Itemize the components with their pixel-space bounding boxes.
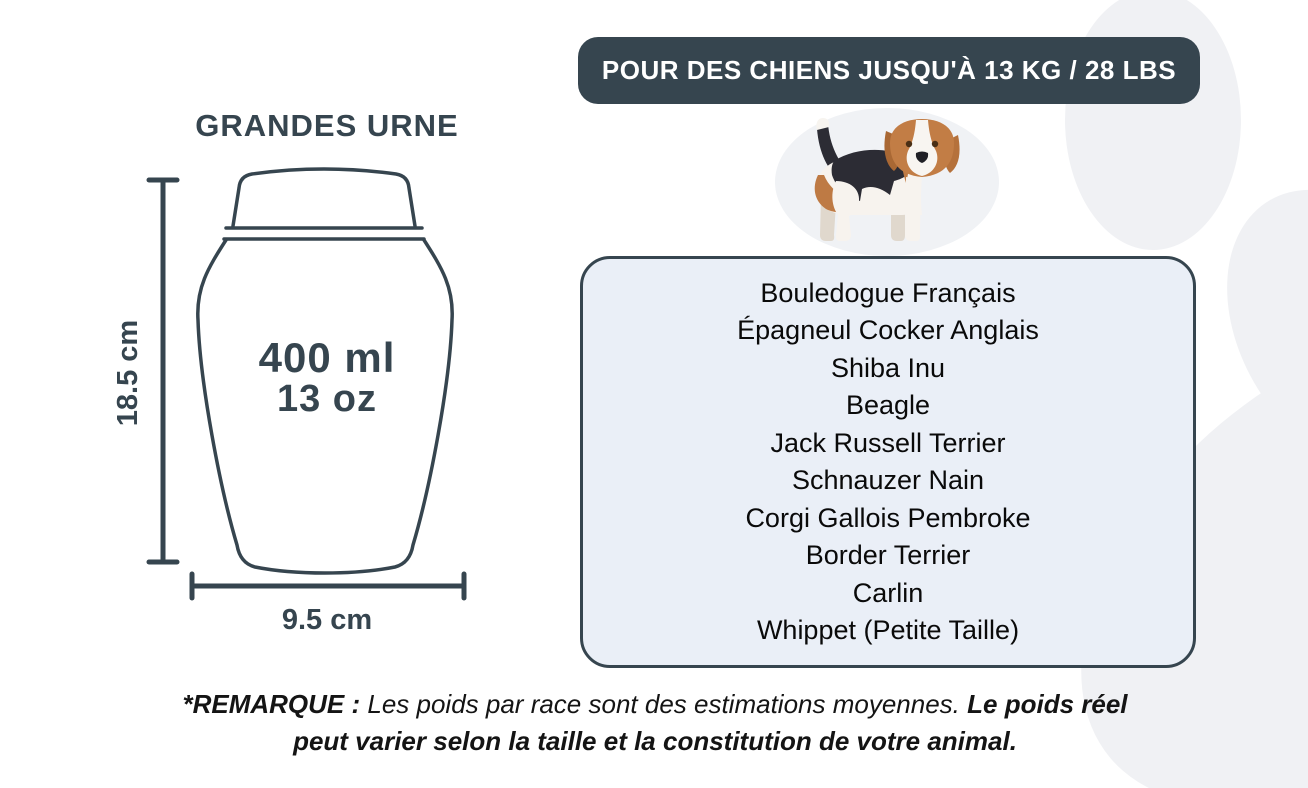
breed-item: Schnauzer Nain <box>791 465 985 495</box>
breed-item: Jack Russell Terrier <box>770 427 1006 458</box>
dog-left-eye <box>906 141 912 147</box>
breed-item: Bouledogue Français <box>760 277 1016 308</box>
breed-item: Whippet (Petite Taille) <box>756 615 1020 645</box>
width-dimension-label: 9.5 cm <box>281 604 373 636</box>
note-text <box>175 686 1135 760</box>
product-title: GRANDES URNE <box>195 108 459 143</box>
urn-rim-outline <box>224 228 424 239</box>
volume-oz-label: 13 oz <box>276 378 378 420</box>
height-dimension-label: 18.5 cm <box>112 319 144 427</box>
dog-near-hind-leg <box>832 181 859 241</box>
breed-item: Corgi Gallois Pembroke <box>745 502 1031 533</box>
urn-lid-outline <box>233 169 415 226</box>
breed-item: Carlin <box>852 577 924 608</box>
breeds-box <box>580 256 1196 668</box>
note-emphasis: Le poids réel peut varier selon la taille et la constitution de votre animal. <box>293 689 1128 756</box>
breed-item: Épagneul Cocker Anglais <box>737 315 1039 345</box>
beagle-illustration <box>806 117 961 248</box>
volume-ml-label: 400 ml <box>258 334 396 381</box>
breed-item: Shiba Inu <box>830 352 946 383</box>
weight-capacity-badge: POUR DES CHIENS JUSQU'À 13 KG / 28 LBS <box>578 37 1200 104</box>
height-dimension-line <box>149 180 177 562</box>
breed-item: Beagle <box>845 390 931 420</box>
width-dimension-line <box>192 574 464 598</box>
dog-right-eye <box>932 141 938 147</box>
note-prefix: *REMARQUE : <box>182 689 361 719</box>
note-body: Les poids par race sont des estimations moyennes. <box>360 689 968 719</box>
breed-item: Border Terrier <box>805 540 971 570</box>
